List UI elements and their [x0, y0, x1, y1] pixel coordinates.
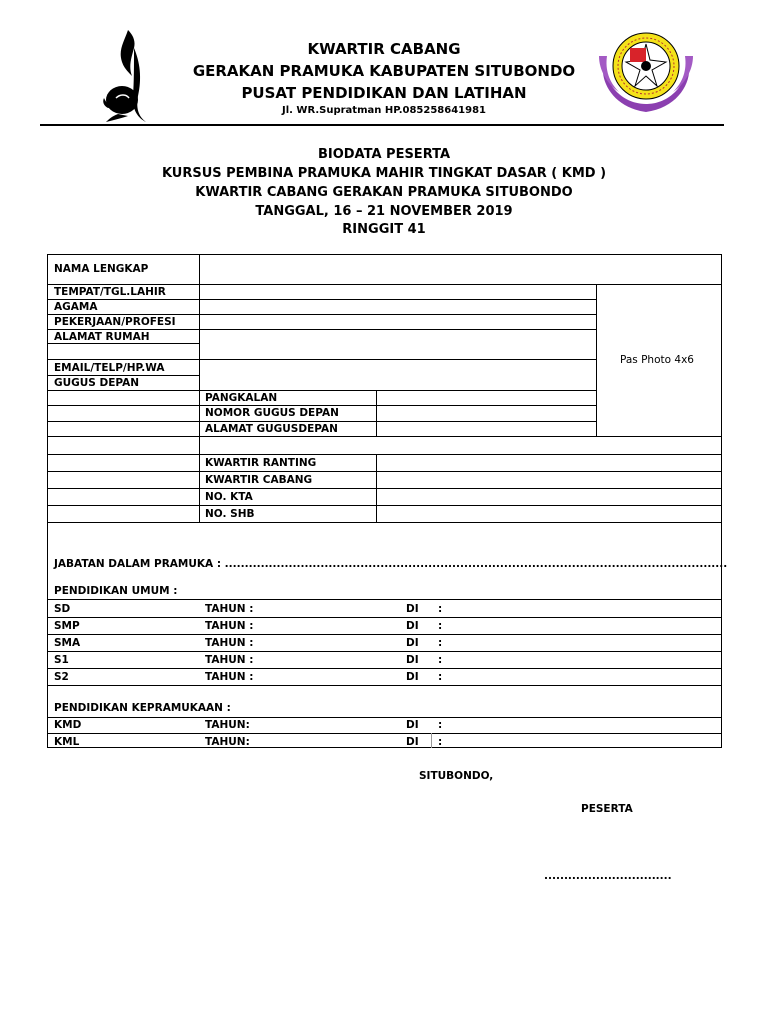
doc-date: TANGGAL, 16 – 21 NOVEMBER 2019 — [255, 204, 513, 219]
label-gugus: GUGUS DEPAN — [54, 377, 140, 389]
education-row-field[interactable] — [248, 652, 718, 668]
colon-label: : — [438, 603, 443, 615]
colon-label: : — [438, 736, 443, 748]
signature-place: SITUBONDO, — [419, 770, 494, 782]
tahun-label: TAHUN: — [205, 719, 250, 731]
pangkalan-field[interactable] — [377, 391, 596, 405]
header-org-full: GERAKAN PRAMUKA KABUPATEN SITUBONDO — [192, 62, 576, 80]
di-label: DI — [406, 654, 419, 666]
doc-title: BIODATA PESERTA — [317, 147, 451, 162]
biodata-form — [47, 254, 728, 748]
education-row-field[interactable] — [248, 601, 718, 617]
education-row-field[interactable] — [248, 618, 718, 634]
label-ttl: TEMPAT/TGL.LAHIR — [54, 286, 166, 298]
tahun-label: TAHUN : — [205, 671, 254, 683]
education-row-field[interactable] — [248, 734, 718, 750]
kta-field[interactable] — [377, 489, 721, 505]
header-divider — [40, 124, 724, 126]
tahun-label: TAHUN: — [205, 736, 250, 748]
alamat-field[interactable] — [200, 330, 596, 359]
di-label: DI — [406, 637, 419, 649]
doc-course: KURSUS PEMBINA PRAMUKA MAHIR TINGKAT DASAR ( KMD ) — [161, 166, 607, 181]
tahun-label: TAHUN : — [205, 603, 254, 615]
di-label: DI — [406, 603, 419, 615]
signature-line[interactable]: ................................ — [544, 870, 672, 882]
di-label: DI — [406, 620, 419, 632]
label-agama: AGAMA — [54, 301, 98, 313]
colon-label: : — [438, 671, 443, 683]
agama-field[interactable] — [200, 300, 596, 314]
doc-batch: RINGGIT 41 — [342, 222, 426, 237]
label-nomor-gugus: NOMOR GUGUS DEPAN — [205, 407, 339, 419]
alamat-gugus-field[interactable] — [377, 422, 596, 436]
shb-field[interactable] — [377, 506, 721, 522]
kwarcab-field[interactable] — [377, 472, 721, 488]
label-nama: NAMA LENGKAP — [54, 263, 149, 275]
tahun-label: TAHUN : — [205, 637, 254, 649]
colon-label: : — [438, 637, 443, 649]
label-shb: NO. SHB — [205, 508, 255, 520]
pekerjaan-field[interactable] — [200, 315, 596, 329]
header-address: Jl. WR.Supratman HP.085258641981 — [281, 105, 486, 116]
label-email: EMAIL/TELP/HP.WA — [54, 362, 165, 374]
ttl-field[interactable] — [200, 285, 596, 299]
nama-field[interactable] — [200, 255, 721, 284]
tahun-label: TAHUN : — [205, 620, 254, 632]
education-level: S1 — [54, 654, 69, 666]
kwarran-field[interactable] — [377, 455, 721, 471]
header-org: KWARTIR CABANG — [307, 40, 461, 58]
photo-box-label: Pas Photo 4x6 — [620, 354, 694, 366]
label-pendidikan-pramuka: PENDIDIKAN KEPRAMUKAAN : — [54, 702, 231, 714]
label-pekerjaan: PEKERJAAN/PROFESI — [54, 316, 176, 328]
education-level: SMA — [54, 637, 81, 649]
di-label: DI — [406, 671, 419, 683]
label-pangkalan: PANGKALAN — [205, 392, 278, 404]
label-alamat-gugus: ALAMAT GUGUSDEPAN — [205, 423, 338, 435]
education-level: KMD — [54, 719, 82, 731]
colon-label: : — [438, 719, 443, 731]
education-row-field[interactable] — [248, 717, 718, 733]
nomor-gugus-field[interactable] — [377, 406, 596, 421]
doc-org: KWARTIR CABANG GERAKAN PRAMUKA SITUBONDO — [195, 185, 573, 200]
education-level: S2 — [54, 671, 69, 683]
di-label: DI — [406, 736, 419, 748]
signature-role: PESERTA — [581, 803, 633, 815]
education-row-field[interactable] — [248, 635, 718, 651]
education-level: SD — [54, 603, 71, 615]
label-kwarcab: KWARTIR CABANG — [205, 474, 313, 486]
tahun-label: TAHUN : — [205, 654, 254, 666]
colon-label: : — [438, 620, 443, 632]
header-unit: PUSAT PENDIDIKAN DAN LATIHAN — [241, 84, 527, 102]
colon-label: : — [438, 654, 443, 666]
label-pendidikan-umum: PENDIDIKAN UMUM : — [54, 585, 178, 597]
di-label: DI — [406, 719, 419, 731]
label-jabatan: JABATAN DALAM PRAMUKA : .............................................................................................................................. — [54, 558, 728, 570]
label-alamat: ALAMAT RUMAH — [54, 331, 150, 343]
education-level: KML — [54, 736, 80, 748]
education-row-field[interactable] — [248, 669, 718, 685]
photo-box[interactable] — [597, 285, 721, 436]
label-kwarran: KWARTIR RANTING — [205, 457, 317, 469]
education-level: SMP — [54, 620, 80, 632]
label-kta: NO. KTA — [205, 491, 253, 503]
email-field[interactable] — [200, 360, 596, 390]
